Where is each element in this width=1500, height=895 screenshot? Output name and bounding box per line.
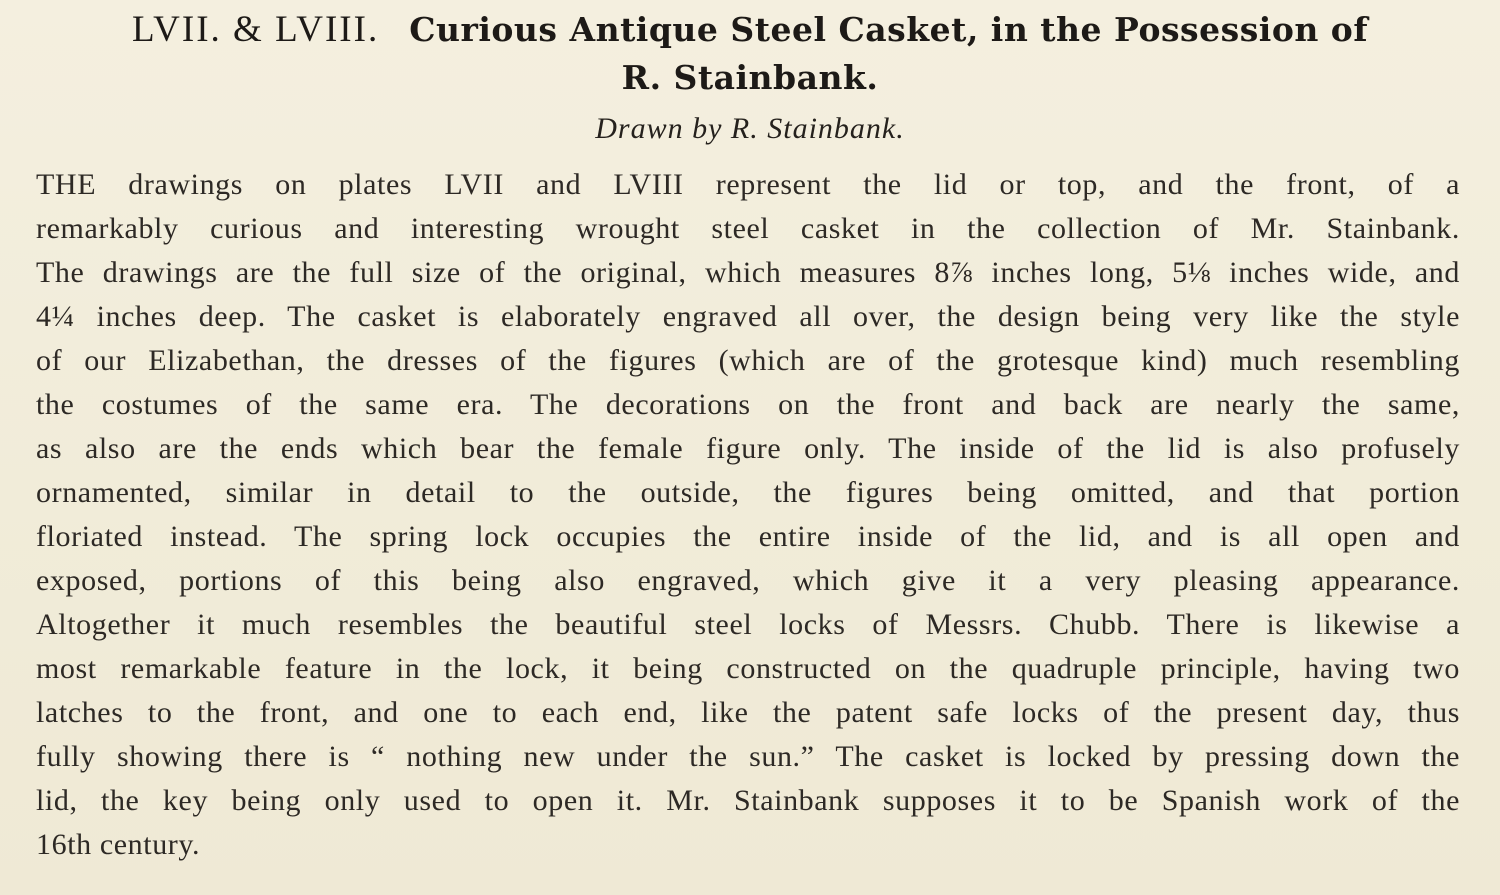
plate-numbers: LVII. & LVIII. <box>131 9 380 50</box>
title-line-2: R. Stainbank. <box>621 58 879 97</box>
text-line: exposed, portions of this being also engraved, which give it a very pleasing appearance. <box>36 564 1460 597</box>
text-line: Altogether it much resembles the beautiful steel locks of Messrs. Chubb. There is likewise a <box>36 608 1460 641</box>
text-line-last: 16th century. <box>36 828 201 861</box>
page-heading <box>0 2 1500 100</box>
text-line: The drawings are the full size of the original, which measures 8⅞ inches long, 5⅛ inches wide, and <box>36 256 1460 289</box>
title-line-1: Curious Antique Steel Casket, in the Possession of <box>409 10 1369 49</box>
heading-line-1 <box>0 2 1500 58</box>
text-line: latches to the front, and one to each end, like the patent safe locks of the present day, thus <box>36 696 1460 729</box>
body-paragraph <box>36 163 1460 867</box>
text-line: the costumes of the same era. The decorations on the front and back are nearly the same, <box>36 388 1460 421</box>
text-line: as also are the ends which bear the female figure only. The inside of the lid is also profusely <box>36 432 1460 465</box>
text-line: 4¼ inches deep. The casket is elaborately engraved all over, the design being very like the style <box>36 300 1460 333</box>
text-line: lid, the key being only used to open it. Mr. Stainbank supposes it to be Spanish work of the <box>36 784 1460 817</box>
text-line: of our Elizabethan, the dresses of the figures (which are of the grotesque kind) much resembling <box>36 344 1460 377</box>
heading-line-2 <box>0 56 1500 100</box>
text-line: floriated instead. The spring lock occupies the entire inside of the lid, and is all open and <box>36 520 1460 553</box>
text-line: remarkably curious and interesting wrought steel casket in the collection of Mr. Stainbank. <box>36 212 1460 245</box>
text-line: ornamented, similar in detail to the outside, the figures being omitted, and that portion <box>36 476 1460 509</box>
byline: Drawn by R. Stainbank. <box>595 112 905 145</box>
text-line: THE drawings on plates LVII and LVIII represent the lid or top, and the front, of a <box>36 168 1460 201</box>
text-line: fully showing there is “ nothing new under the sun.” The casket is locked by pressing down the <box>36 740 1460 773</box>
text-line: most remarkable feature in the lock, it being constructed on the quadruple principle, having two <box>36 652 1460 685</box>
